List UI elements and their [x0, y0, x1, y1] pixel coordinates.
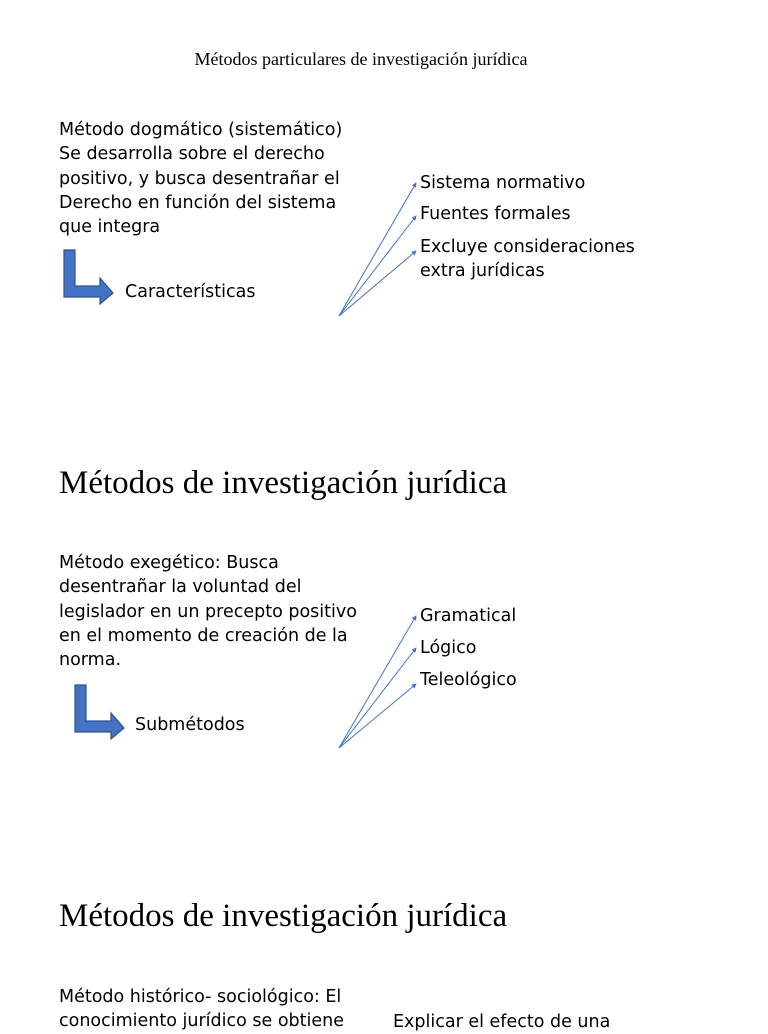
- list-item: Excluye consideraciones extra jurídicas: [420, 237, 635, 281]
- connector-arrow: [339, 684, 416, 748]
- list-item: Lógico: [420, 638, 477, 658]
- list-item: Fuentes formales: [420, 204, 571, 224]
- slide-heading: Métodos de investigación jurídica: [59, 898, 508, 934]
- list-item: Explicar el efecto de una: [393, 1012, 611, 1032]
- list-item: Teleológico: [420, 670, 517, 690]
- slide-heading: Métodos de investigación jurídica: [59, 465, 508, 501]
- bent-arrow-icon: [62, 248, 116, 306]
- dogmatic-method-paragraph: Método dogmático (sistemático) Se desarrolla sobre el derecho positivo, y busca desentrañar el Derecho en función del sistema que integra: [59, 120, 343, 238]
- list-item: Sistema normativo: [420, 173, 586, 193]
- exegetic-method-paragraph: Método exegético: Busca desentrañar la voluntad del legislador en un precepto positivo en el momento de creación de la norma.: [59, 553, 357, 671]
- connector-arrow: [339, 251, 416, 316]
- connector-arrow: [339, 216, 416, 316]
- bent-arrow-icon: [73, 683, 127, 741]
- submethods-label: Submétodos: [135, 715, 245, 735]
- list-item: Gramatical: [420, 606, 517, 626]
- page-title: Métodos particulares de investigación jurídica: [194, 49, 528, 69]
- connector-arrow: [339, 183, 416, 316]
- historical-sociological-method-paragraph: Método histórico- sociológico: El conocimiento jurídico se obtiene: [59, 987, 344, 1032]
- characteristics-label: Características: [125, 282, 256, 302]
